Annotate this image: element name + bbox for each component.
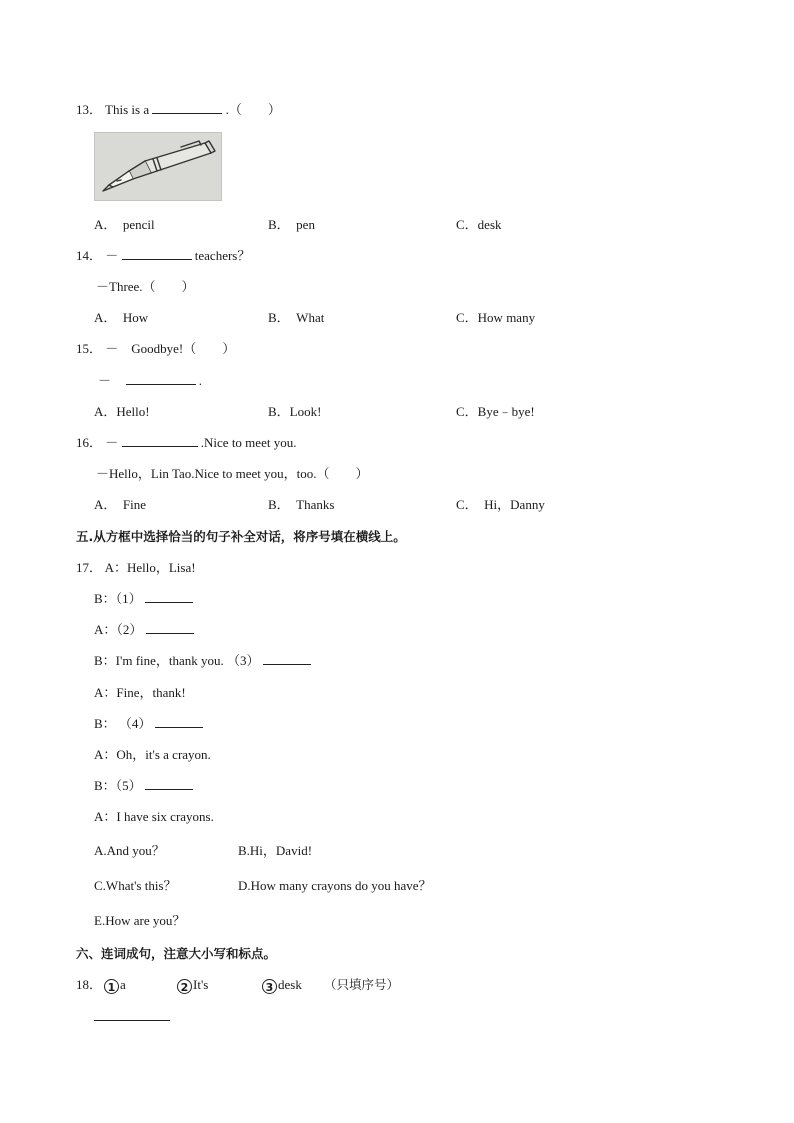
answer-blank[interactable] [145, 590, 193, 603]
dialogue-line: A：Oh，it's a crayon. [94, 747, 211, 762]
dialogue-line [94, 652, 311, 670]
question-text: － Goodbye!（ ） [105, 341, 236, 356]
dialogue-text: B： （4） [94, 716, 152, 731]
pen-image [94, 132, 222, 201]
section-heading: 五.从方框中选择恰当的句子补全对话，将序号填在横线上。 [76, 529, 406, 544]
option-a[interactable]: A．Hello! [94, 404, 150, 419]
question-text-suffix: .（ ） [225, 102, 281, 117]
answer-blank[interactable] [263, 652, 311, 665]
answer-blank[interactable] [122, 434, 198, 447]
period: . [198, 373, 203, 388]
answer-blank[interactable] [152, 101, 222, 114]
word-item-3 [262, 976, 302, 994]
circled-number: 1 [104, 979, 119, 994]
question-number: 18． [76, 977, 103, 992]
dialogue-line: A：I have six crayons. [94, 809, 214, 824]
response-line: －Three.（ ） [96, 279, 195, 294]
dialogue-text: B：I'm fine，thank you. （3） [94, 653, 260, 668]
answer-blank[interactable] [155, 715, 203, 728]
option-a[interactable]: A． How [94, 310, 149, 325]
choice-e: E.How are you？ [94, 913, 186, 928]
question-number: 14． [76, 248, 103, 263]
option-c[interactable]: C．Bye﹣bye! [456, 404, 535, 419]
option-b[interactable]: B． Thanks [268, 497, 335, 512]
answer-blank[interactable] [146, 621, 194, 634]
dialogue-line [94, 777, 193, 795]
answer-blank[interactable] [145, 777, 193, 790]
answer-line[interactable] [94, 1008, 170, 1026]
answer-blank[interactable] [126, 372, 196, 385]
word: It's [193, 977, 209, 992]
choice-b: B.Hi，David! [238, 843, 313, 858]
option-a[interactable]: A． pencil [94, 217, 155, 232]
word-item-1 [104, 976, 126, 994]
question-text-prefix: This is a [105, 102, 150, 117]
word-item-2 [177, 976, 208, 994]
dialogue-line [94, 715, 203, 733]
dash: － [105, 248, 119, 263]
choice-c: C.What's this？ [94, 878, 177, 893]
dialogue-line: A：Hello，Lisa! [104, 560, 196, 575]
word: a [120, 977, 126, 992]
choice-d: D.How many crayons do you have？ [238, 878, 432, 893]
circled-number: 3 [262, 979, 277, 994]
dialogue-line [94, 621, 194, 639]
question-text-suffix: teachers？ [194, 248, 251, 263]
answer-blank[interactable] [94, 1008, 170, 1021]
choice-a: A.And you？ [94, 843, 165, 858]
dialogue-line [94, 590, 193, 608]
option-a[interactable]: A． Fine [94, 497, 147, 512]
question-13 [76, 101, 281, 119]
word: desk [278, 977, 302, 992]
dialogue-text: B：（1） [94, 591, 142, 606]
question-17 [76, 559, 196, 577]
response-line: －Hello，Lin Tao.Nice to meet you，too.（ ） [96, 466, 369, 481]
question-number: 15． [76, 341, 103, 356]
pen-icon [95, 133, 221, 200]
circled-number: 2 [177, 979, 192, 994]
dialogue-text: B：（5） [94, 778, 142, 793]
option-b[interactable]: B． pen [268, 217, 315, 232]
dialogue-line: A：Fine，thank! [94, 685, 186, 700]
dialogue-text: A：（2） [94, 622, 143, 637]
question-number: 17． [76, 560, 103, 575]
question-16 [76, 434, 296, 452]
instruction-note: （只填序号） [324, 977, 400, 992]
dash: － [105, 435, 119, 450]
question-text-suffix: .Nice to meet you. [200, 435, 297, 450]
option-b[interactable]: B． What [268, 310, 325, 325]
option-c[interactable]: C．desk [456, 217, 502, 232]
dash: － [98, 373, 112, 388]
question-15 [76, 340, 235, 358]
option-b[interactable]: B．Look! [268, 404, 322, 419]
option-c[interactable]: C． Hi，Danny [456, 497, 545, 512]
question-14 [76, 247, 250, 265]
section-heading: 六、连词成句，注意大小写和标点。 [76, 946, 277, 961]
question-number: 13． [76, 102, 103, 117]
answer-blank[interactable] [122, 247, 192, 260]
question-18 [76, 976, 102, 994]
option-c[interactable]: C．How many [456, 310, 536, 325]
question-number: 16． [76, 435, 103, 450]
response-line [98, 372, 202, 390]
